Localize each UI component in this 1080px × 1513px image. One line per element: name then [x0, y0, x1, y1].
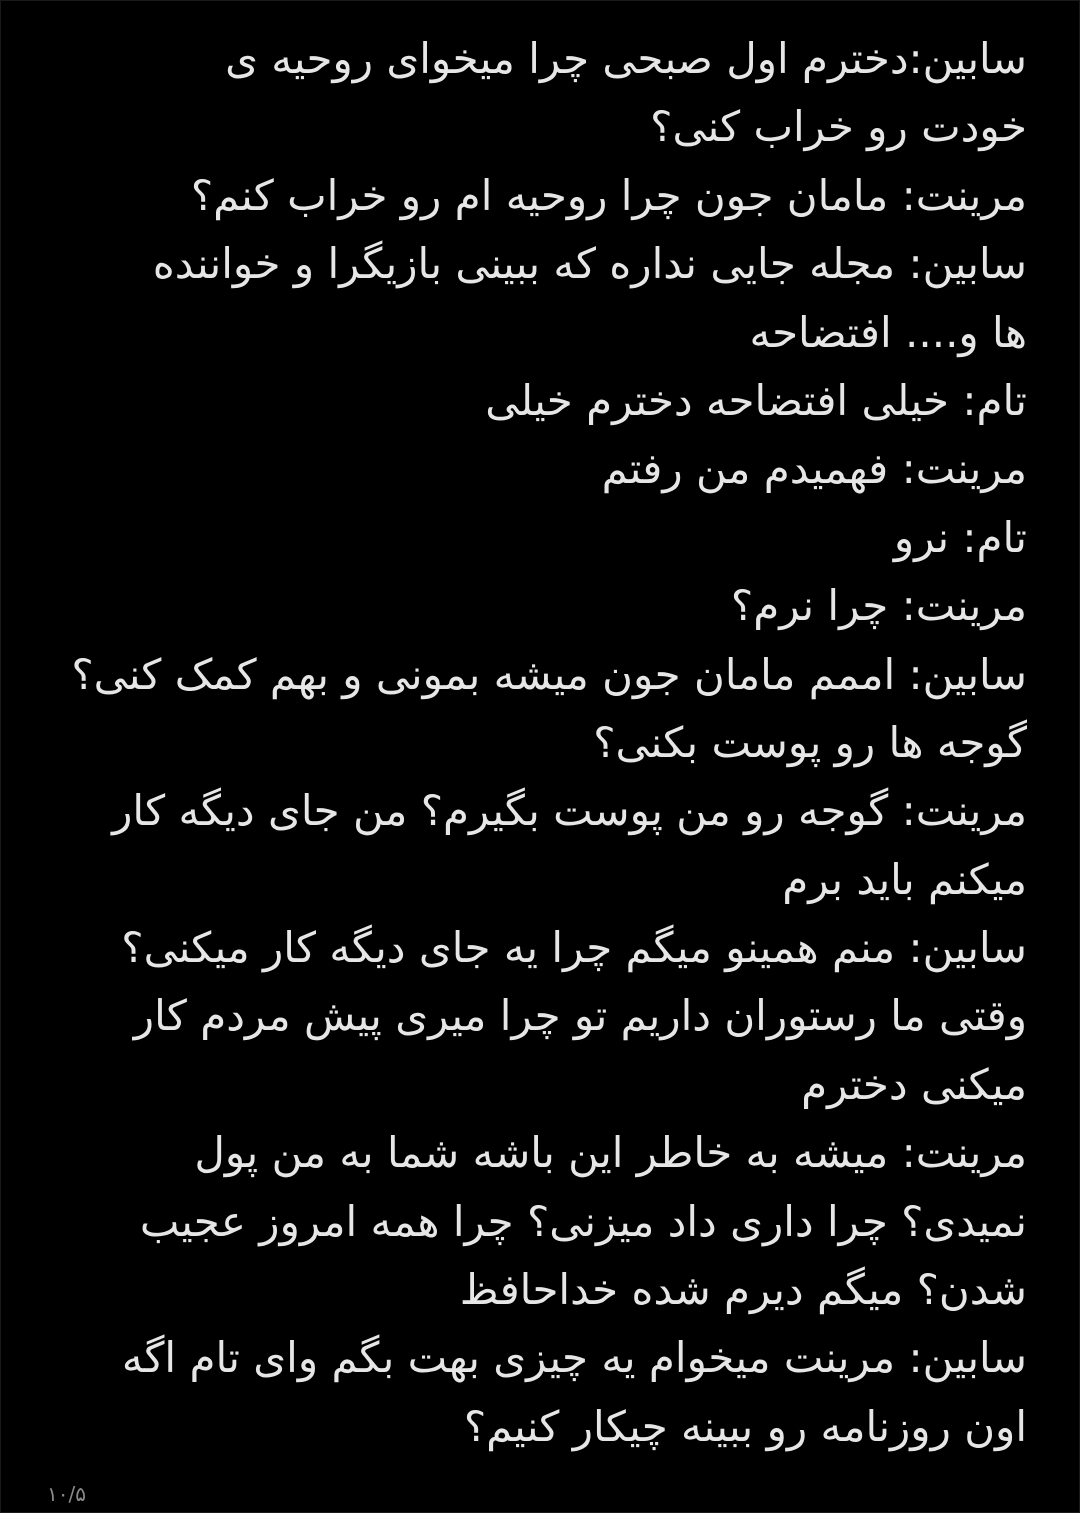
text-line: ها و.... افتضاحه: [749, 307, 1027, 357]
text-line: مرینت: میشه به خاطر این باشه شما به من پول: [194, 1128, 1027, 1178]
text-line: تام: نرو: [893, 512, 1027, 562]
text-line: سابین:دخترم اول صبحی چرا میخوای روحیه ی: [225, 34, 1027, 83]
text-line: اون روزنامه رو ببینه چیکار کنیم؟: [463, 1401, 1027, 1451]
text-line: مرینت: چرا نرم؟: [730, 581, 1027, 631]
text-line: مرینت: فهمیدم من رفتم: [601, 444, 1027, 494]
text-line: سابین: منم همینو میگم چرا یه جای دیگه کار میکنی؟: [121, 923, 1027, 973]
text-line: سابین: مجله جایی نداره که ببینی بازیگرا و خواننده: [152, 239, 1027, 289]
text-line: مرینت: گوجه رو من پوست بگیرم؟ من جای دیگه کار: [112, 786, 1027, 836]
text-line: نمیدی؟ چرا داری داد میزنی؟ چرا همه امروز عجیب: [139, 1196, 1027, 1246]
text-line: میکنی دخترم: [801, 1059, 1027, 1109]
text-line: مرینت: مامان جون چرا روحیه ام رو خراب کنم؟: [190, 170, 1027, 220]
text-line: سابین: اممم مامان جون میشه بمونی و بهم کمک کنی؟: [71, 649, 1027, 699]
text-line: میکنم باید برم: [782, 854, 1027, 904]
text-line: وقتی ما رستوران داریم تو چرا میری پیش مردم کار: [133, 991, 1027, 1041]
text-line: سابین: مرینت میخوام یه چیزی بهت بگم وای تام اگه: [121, 1333, 1027, 1383]
text-line: گوجه ها رو پوست بکنی؟: [593, 717, 1027, 767]
text-line: تام: خیلی افتضاحه دخترم خیلی: [485, 375, 1027, 425]
text-line: شدن؟ میگم دیرم شده خداحافظ: [459, 1265, 1027, 1315]
text-line: خودت رو خراب کنی؟: [650, 102, 1027, 152]
page-number: ۱۰/۵: [47, 1482, 86, 1506]
story-text: [37, 25, 1027, 1461]
